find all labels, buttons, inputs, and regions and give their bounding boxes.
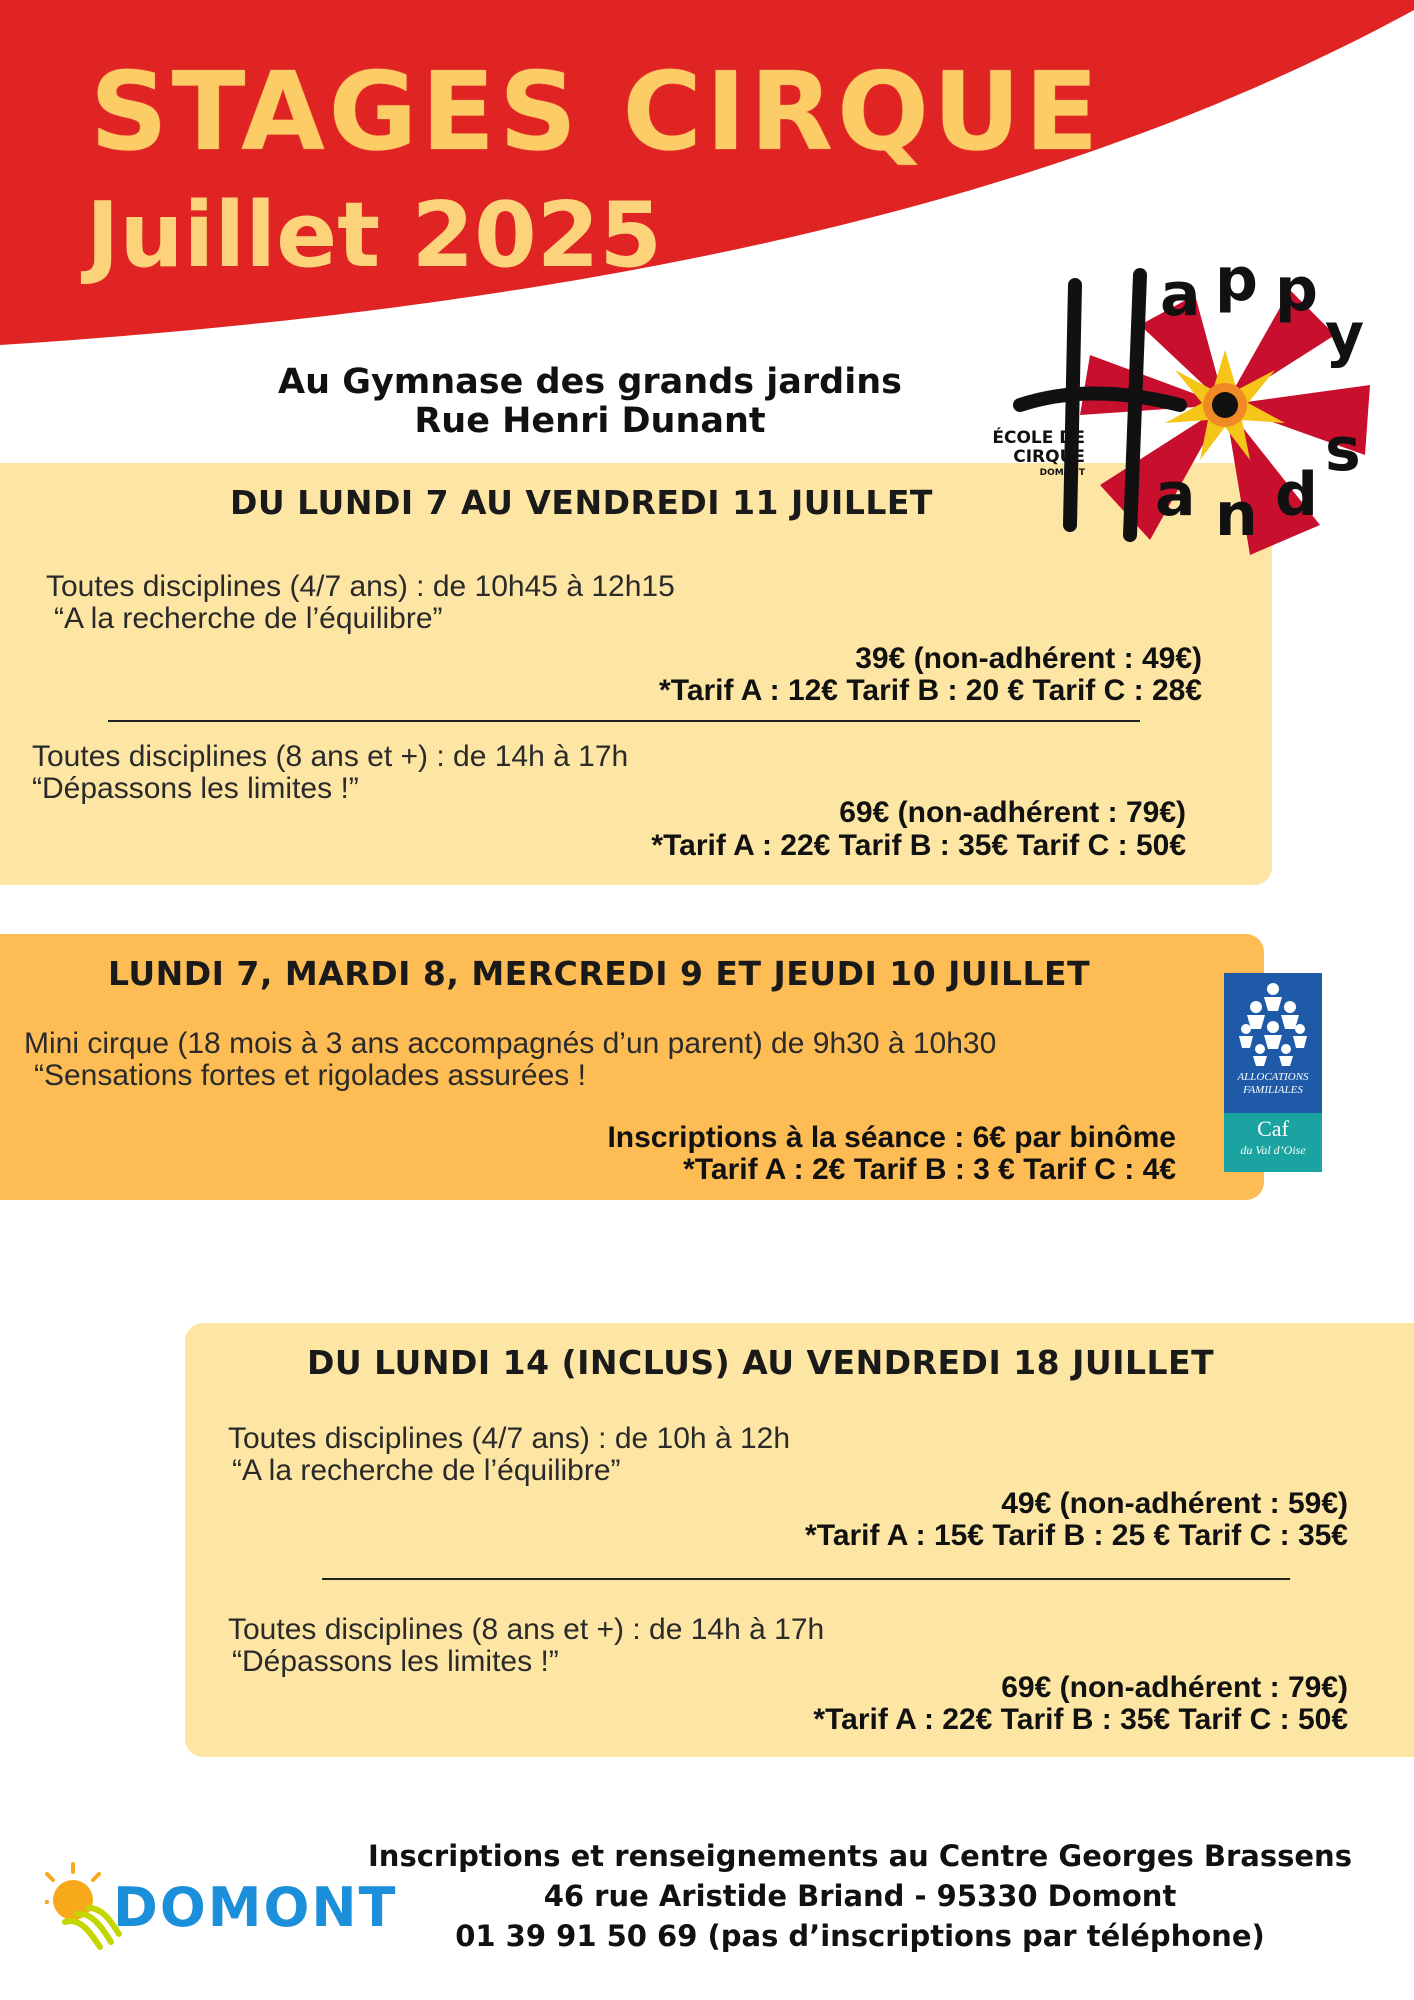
section-1-block-1-price: 39€ (non-adhérent : 49€) xyxy=(855,642,1202,675)
domont-logo xyxy=(45,1862,398,1954)
location-line-2: Rue Henri Dunant xyxy=(414,401,766,441)
footer-line-3: 01 39 91 50 69 (pas d’inscriptions par téléphone) xyxy=(455,1919,1265,1953)
section-1-divider xyxy=(108,720,1140,722)
section-3-divider xyxy=(322,1578,1290,1580)
svg-text:CIRQUE: CIRQUE xyxy=(1013,447,1085,467)
section-1-block-2-line-1: Toutes disciplines (8 ans et +) : de 14h à 17h xyxy=(32,740,629,773)
section-2-title: LUNDI 7, MARDI 8, MERCREDI 9 ET JEUDI 10 JUILLET xyxy=(108,954,1091,993)
section-3-block-1-price: 49€ (non-adhérent : 59€) xyxy=(1001,1487,1348,1520)
caf-logo xyxy=(1224,973,1322,1172)
svg-text:a: a xyxy=(1155,460,1196,530)
section-2-block-1-price: Inscriptions à la séance : 6€ par binôme xyxy=(607,1121,1176,1154)
svg-text:DOMONT: DOMONT xyxy=(1039,468,1085,478)
happy-hands-logo xyxy=(990,255,1390,565)
section-1-title: DU LUNDI 7 AU VENDREDI 11 JUILLET xyxy=(230,483,933,522)
section-3-title: DU LUNDI 14 (INCLUS) AU VENDREDI 18 JUILLET xyxy=(307,1343,1215,1382)
svg-text:p: p xyxy=(1215,255,1258,315)
section-2-block-1-line-2: “Sensations fortes et rigolades assurées ! xyxy=(34,1059,586,1092)
section-1-block-1-line-1: Toutes disciplines (4/7 ans) : de 10h45 à 12h15 xyxy=(46,570,675,603)
section-1-block-1-line-2: “A la recherche de l’équilibre” xyxy=(54,602,443,635)
section-3-block-1-line-1: Toutes disciplines (4/7 ans) : de 10h à 12h xyxy=(228,1422,791,1455)
page-title: STAGES CIRQUE xyxy=(90,50,1103,175)
section-1-block-2-line-2: “Dépassons les limites !” xyxy=(32,772,359,805)
section-1-block-2-price: 69€ (non-adhérent : 79€) xyxy=(839,796,1186,829)
section-2-block-1-line-1: Mini cirque (18 mois à 3 ans accompagnés d’un parent) de 9h30 à 10h30 xyxy=(24,1027,997,1060)
section-3-block-2-line-2: “Dépassons les limites !” xyxy=(232,1645,559,1678)
footer-line-2: 46 rue Aristide Briand - 95330 Domont xyxy=(543,1879,1177,1913)
svg-text:ÉCOLE DE: ÉCOLE DE xyxy=(992,428,1085,448)
svg-text:y: y xyxy=(1325,300,1365,370)
section-3-block-2-line-1: Toutes disciplines (8 ans et +) : de 14h à 17h xyxy=(228,1613,825,1646)
location-line-1: Au Gymnase des grands jardins xyxy=(278,362,902,402)
caf-label-department: du Val d’Oise xyxy=(1240,1143,1306,1157)
caf-label-caf: Caf xyxy=(1257,1116,1289,1141)
section-3-block-2-tarifs: *Tarif A : 22€ Tarif B : 35€ Tarif C : 50€ xyxy=(813,1703,1348,1736)
section-1-block-1-tarifs: *Tarif A : 12€ Tarif B : 20 € Tarif C : 28€ xyxy=(659,674,1202,707)
section-2-block-1-tarifs: *Tarif A : 2€ Tarif B : 3 € Tarif C : 4€ xyxy=(683,1153,1176,1186)
section-3-block-2-price: 69€ (non-adhérent : 79€) xyxy=(1001,1671,1348,1704)
section-1-block-2-tarifs: *Tarif A : 22€ Tarif B : 35€ Tarif C : 50€ xyxy=(651,829,1186,862)
svg-text:n: n xyxy=(1215,480,1258,550)
caf-label-allocations: ALLOCATIONS FAMILIALES xyxy=(1237,1071,1309,1096)
section-3-block-1-tarifs: *Tarif A : 15€ Tarif B : 25 € Tarif C : 35€ xyxy=(805,1519,1348,1552)
svg-text:s: s xyxy=(1325,415,1361,485)
svg-text:p: p xyxy=(1275,255,1318,325)
section-3-block-1-line-2: “A la recherche de l’équilibre” xyxy=(232,1454,621,1487)
svg-text:d: d xyxy=(1275,460,1318,530)
svg-text:a: a xyxy=(1160,260,1201,330)
page-subtitle: Juillet 2025 xyxy=(86,183,662,288)
footer-line-1: Inscriptions et renseignements au Centre Georges Brassens xyxy=(368,1839,1352,1873)
domont-wordmark: DOMONT xyxy=(113,1876,398,1939)
